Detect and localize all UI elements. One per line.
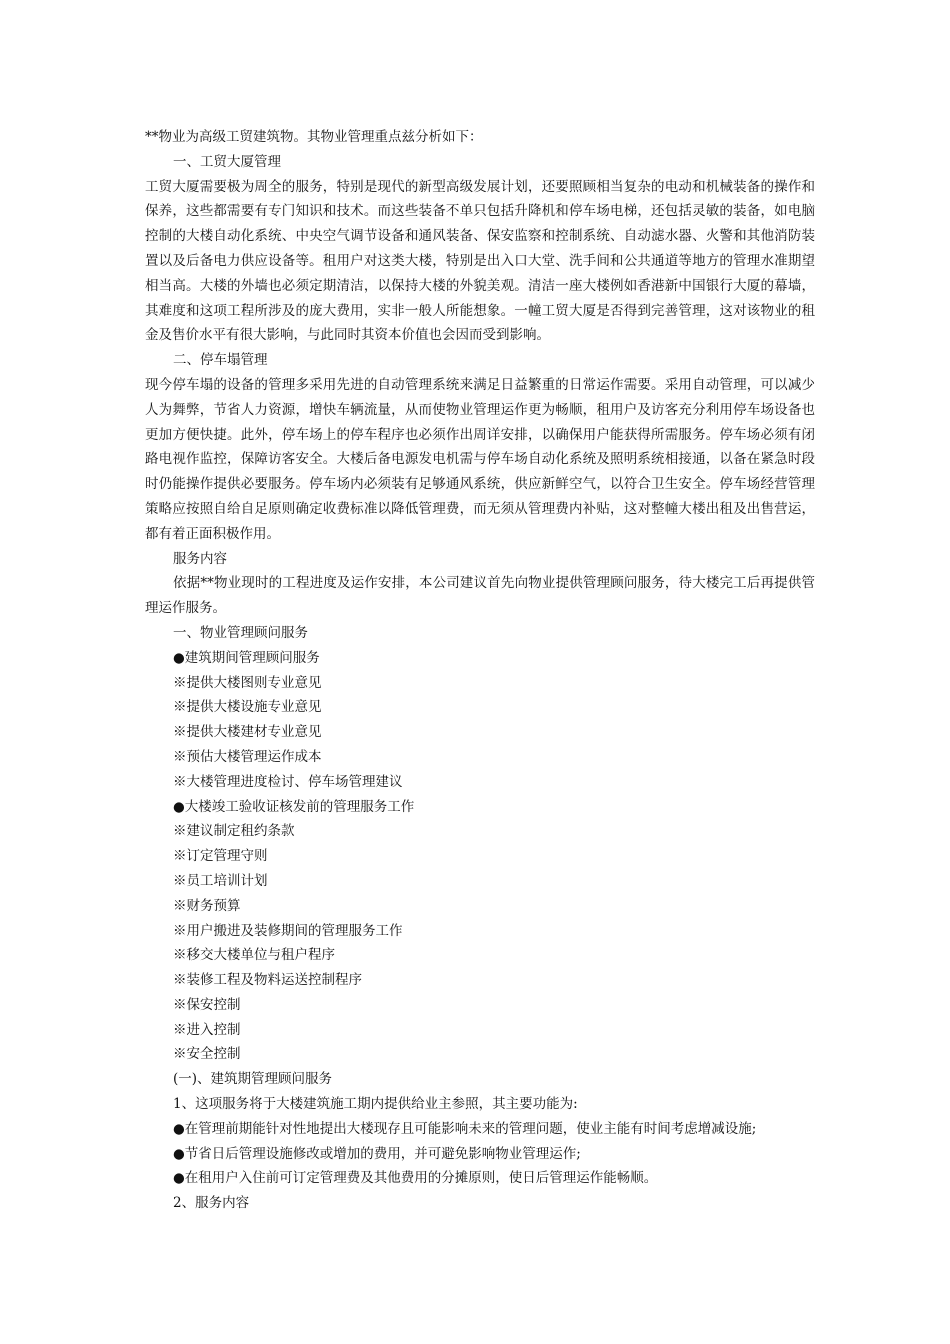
list-item: ●在管理前期能针对性地提出大楼现存且可能影响未来的管理问题，使业主能有时间考虑增减设施;	[173, 1120, 757, 1137]
section-heading-building: 一、工贸大厦管理	[173, 153, 281, 170]
section-body-parking: 现今停车塌的设备的管理多采用先进的自动管理系统来满足日益繁重的日常运作需要。采用自动管理，可以减少人为舞弊，节省人力资源，增快车辆流量，从而使物业管理运作更为畅顺，租用户及访客充分利用停车场设备也更加方便快捷。此外，停车场上的停车程序也必须作出周详安排，以确保用户能获得所需服务。停车场必须有闭路电视作监控，保障访客安全。大楼后备电源发电机需与停车场自动化系统及照明系统相接通，以备在紧急时段时仍能操作提供必要服务。停车场内必须装有足够通风系统，供应新鲜空气，以符合卫生安全。停车场经营管理策略应按照自给自足原则确定收费标准以降低管理费，而无须从管理费内补贴，这对整幢大楼出租及出售营运，都有着正面积极作用。	[145, 376, 815, 542]
list-item: ※装修工程及物料运送控制程序	[173, 972, 362, 989]
list-item: 1、这项服务将于大楼建筑施工期内提供给业主参照，其主要功能为:	[173, 1096, 578, 1113]
service-body: 依据**物业现时的工程进度及运作安排，本公司建议首先向物业提供管理顾问服务，待大楼完工后再提供管理运作服务。	[145, 575, 815, 617]
service-sub-heading: 一、物业管理顾问服务	[173, 624, 308, 641]
list-item: ※提供大楼建材专业意见	[173, 724, 322, 741]
list-item: ●大楼竣工验收证核发前的管理服务工作	[173, 798, 415, 815]
section-body-building: 工贸大厦需要极为周全的服务，特别是现代的新型高级发展计划，还要照顾相当复杂的电动和机械装备的操作和保养，这些都需要有专门知识和技术。而这些装备不单只包括升降机和停车场电梯，还包括灵敏的装备，如电脑控制的大楼自动化系统、中央空气调节设备和通风装备、保安监察和控制系统、自动滤水器、火警和其他消防装置以及后备电力供应设备等。租用户对这类大楼，特别是出入口大堂、洗手间和公共通道等地方的管理水准期望相当高。大楼的外墙也必须定期清洁，以保持大楼的外貌美观。清洁一座大楼例如香港新中国银行大厦的幕墙，其难度和这项工程所涉及的庞大费用，实非一般人所能想象。一幢工贸大厦是否得到完善管理，这对该物业的租金及售价水平有很大影响，与此同时其资本价值也会因而受到影响。	[145, 178, 815, 344]
section-heading-parking: 二、停车塌管理	[173, 352, 268, 369]
list-item: ※预估大楼管理运作成本	[173, 748, 322, 765]
list-item: ※移交大楼单位与租户程序	[173, 947, 335, 964]
document-body	[145, 125, 815, 1216]
list-item: ●建筑期间管理顾问服务	[173, 649, 320, 666]
list-item: ※用户搬进及装修期间的管理服务工作	[173, 922, 403, 939]
list-item: (一)、建筑期管理顾问服务	[173, 1071, 333, 1088]
list-item: ※提供大楼图则专业意见	[173, 674, 322, 691]
list-item: ※建议制定租约条款	[173, 823, 295, 840]
service-heading: 服务内容	[173, 550, 227, 567]
list-item: ※保安控制	[173, 996, 241, 1013]
list-item: ※订定管理守则	[173, 848, 268, 865]
list-item: ※进入控制	[173, 1021, 241, 1038]
list-item: 2、服务内容	[173, 1195, 250, 1212]
service-item-list	[145, 646, 815, 1216]
list-item: ※提供大楼设施专业意见	[173, 699, 322, 716]
list-item: ●节省日后管理设施修改或增加的费用，并可避免影响物业管理运作;	[173, 1145, 581, 1162]
list-item: ※安全控制	[173, 1046, 241, 1063]
list-item: ※员工培训计划	[173, 872, 268, 889]
list-item: ●在租用户入住前可订定管理费及其他费用的分摊原则，使日后管理运作能畅顺。	[173, 1170, 658, 1187]
list-item: ※财务预算	[173, 897, 241, 914]
list-item: ※大楼管理进度检讨、停车场管理建议	[173, 773, 403, 790]
intro-paragraph: **物业为高级工贸建筑物。其物业管理重点兹分析如下：	[145, 129, 483, 145]
